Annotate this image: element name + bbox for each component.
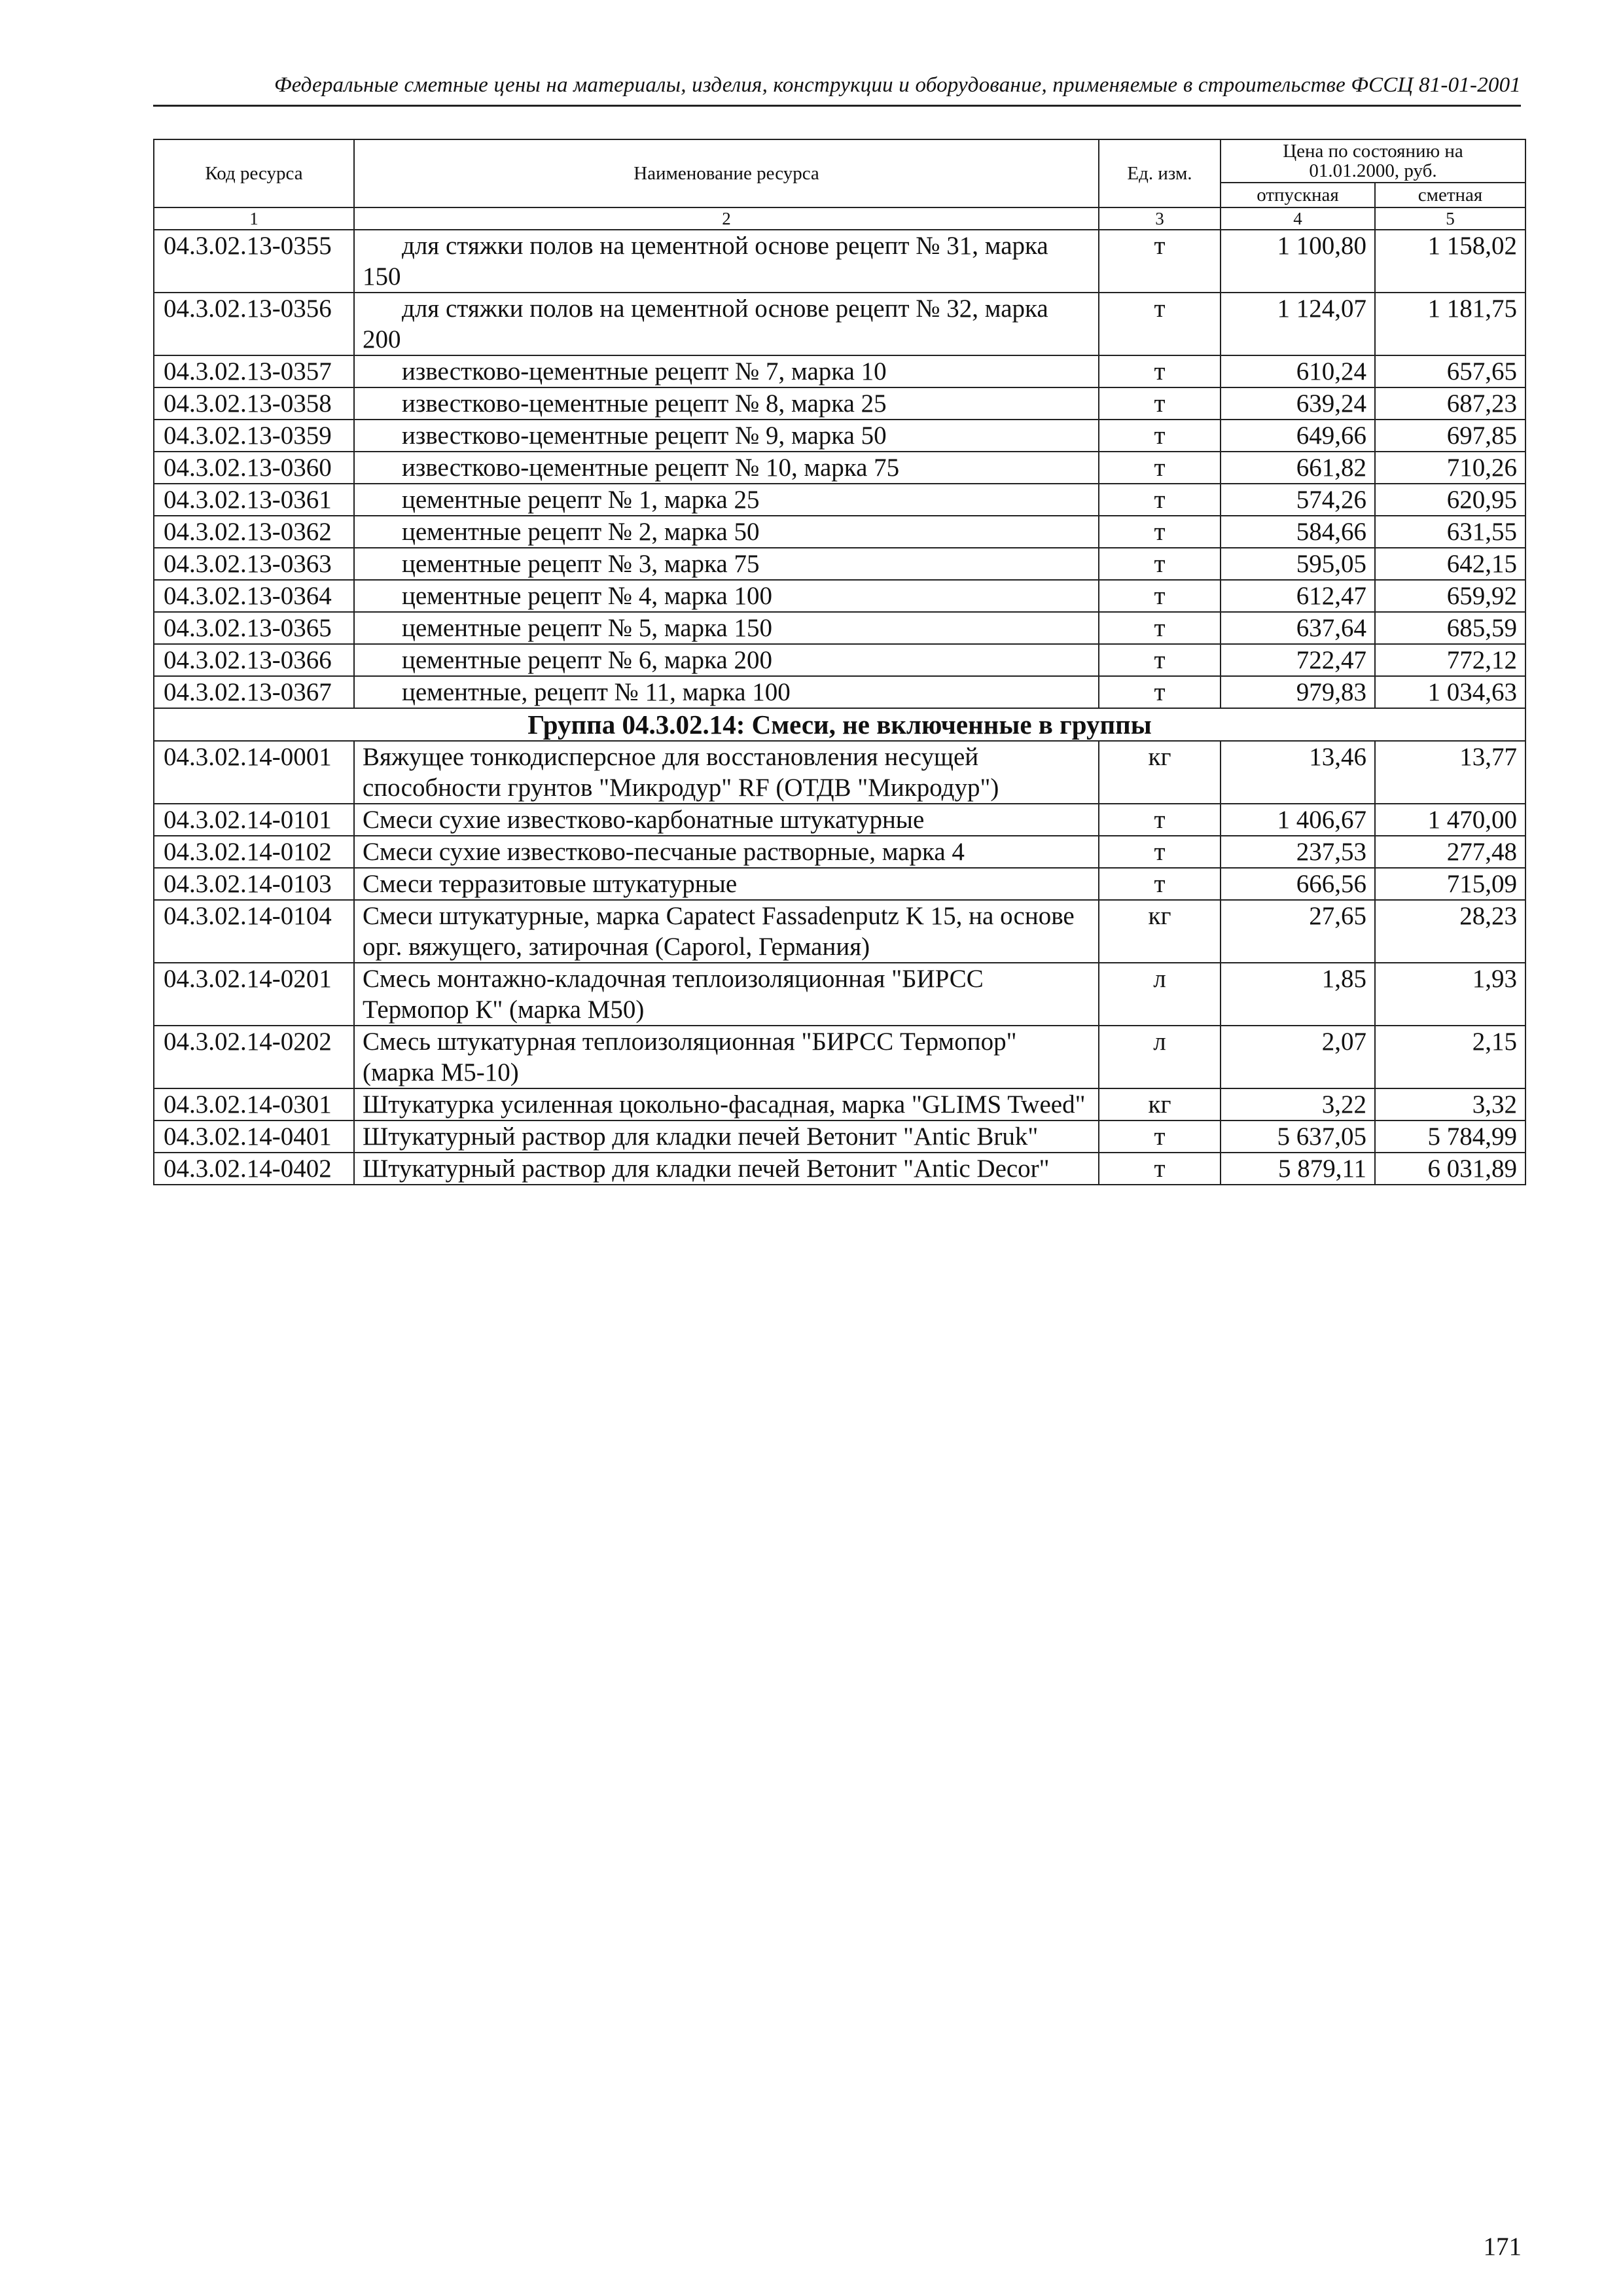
resource-name: Штукатурный раствор для кладки печей Ветонит "Antic Bruk" bbox=[354, 1121, 1099, 1153]
table-row bbox=[154, 1026, 1525, 1088]
release-price: 5 637,05 bbox=[1221, 1121, 1375, 1153]
table-row bbox=[154, 836, 1525, 868]
estimate-price: 13,77 bbox=[1375, 741, 1525, 804]
estimate-price: 715,09 bbox=[1375, 868, 1525, 900]
estimate-price: 1 181,75 bbox=[1375, 293, 1525, 355]
resource-name bbox=[354, 484, 1099, 516]
table-row bbox=[154, 963, 1525, 1026]
resource-name bbox=[354, 452, 1099, 484]
resource-name bbox=[354, 580, 1099, 612]
resource-name bbox=[354, 230, 1099, 293]
resource-code: 04.3.02.13-0357 bbox=[154, 355, 354, 387]
resource-code: 04.3.02.14-0301 bbox=[154, 1088, 354, 1121]
resource-unit: л bbox=[1099, 963, 1221, 1026]
page-number: 171 bbox=[1483, 2233, 1522, 2261]
estimate-price: 28,23 bbox=[1375, 900, 1525, 963]
resource-name bbox=[354, 293, 1099, 355]
resource-unit: т bbox=[1099, 484, 1221, 516]
estimate-price: 1 470,00 bbox=[1375, 804, 1525, 836]
resource-name-text: известково-цементные рецепт № 10, марка 75 bbox=[402, 454, 900, 482]
resource-unit: т bbox=[1099, 676, 1221, 708]
col-header-estimate: сметная bbox=[1375, 183, 1525, 207]
col-number: 1 bbox=[154, 207, 354, 230]
release-price: 574,26 bbox=[1221, 484, 1375, 516]
release-price: 1 406,67 bbox=[1221, 804, 1375, 836]
resource-name: Штукатурный раствор для кладки печей Ветонит "Antic Decor" bbox=[354, 1153, 1099, 1185]
price-table bbox=[153, 139, 1526, 1185]
release-price: 584,66 bbox=[1221, 516, 1375, 548]
col-number: 5 bbox=[1375, 207, 1525, 230]
release-price: 649,66 bbox=[1221, 420, 1375, 452]
resource-code: 04.3.02.13-0367 bbox=[154, 676, 354, 708]
resource-code: 04.3.02.14-0001 bbox=[154, 741, 354, 804]
resource-code: 04.3.02.13-0356 bbox=[154, 293, 354, 355]
resource-name-text: цементные, рецепт № 11, марка 100 bbox=[402, 678, 791, 706]
resource-name-text: цементные рецепт № 2, марка 50 bbox=[402, 518, 760, 546]
release-price: 1 100,80 bbox=[1221, 230, 1375, 293]
release-price: 5 879,11 bbox=[1221, 1153, 1375, 1185]
table-row bbox=[154, 804, 1525, 836]
release-price: 610,24 bbox=[1221, 355, 1375, 387]
resource-name-text: для стяжки полов на цементной основе рецепт № 31, марка 150 bbox=[363, 232, 1048, 291]
resource-code: 04.3.02.14-0101 bbox=[154, 804, 354, 836]
resource-name: Смесь штукатурная теплоизоляционная "БИРСС Термопор" (марка М5-10) bbox=[354, 1026, 1099, 1088]
resource-unit: кг bbox=[1099, 900, 1221, 963]
release-price: 13,46 bbox=[1221, 741, 1375, 804]
table-row bbox=[154, 484, 1525, 516]
estimate-price: 631,55 bbox=[1375, 516, 1525, 548]
col-header-unit: Ед. изм. bbox=[1099, 139, 1221, 207]
table-row bbox=[154, 516, 1525, 548]
estimate-price: 659,92 bbox=[1375, 580, 1525, 612]
table-row bbox=[154, 644, 1525, 676]
group-title: Группа 04.3.02.14: Смеси, не включенные в группы bbox=[154, 708, 1525, 741]
col-number: 4 bbox=[1221, 207, 1375, 230]
estimate-price: 1 158,02 bbox=[1375, 230, 1525, 293]
resource-name-text: цементные рецепт № 5, марка 150 bbox=[402, 614, 772, 642]
release-price: 979,83 bbox=[1221, 676, 1375, 708]
estimate-price: 6 031,89 bbox=[1375, 1153, 1525, 1185]
resource-unit: т bbox=[1099, 355, 1221, 387]
running-header bbox=[153, 65, 1521, 107]
resource-name bbox=[354, 676, 1099, 708]
resource-code: 04.3.02.13-0358 bbox=[154, 387, 354, 420]
resource-code: 04.3.02.14-0102 bbox=[154, 836, 354, 868]
resource-name: Штукатурка усиленная цокольно-фасадная, марка "GLIMS Tweed" bbox=[354, 1088, 1099, 1121]
resource-code: 04.3.02.13-0360 bbox=[154, 452, 354, 484]
resource-unit: т bbox=[1099, 387, 1221, 420]
col-header-code: Код ресурса bbox=[154, 139, 354, 207]
group-row bbox=[154, 708, 1525, 741]
col-number: 3 bbox=[1099, 207, 1221, 230]
running-header-title: Федеральные сметные цены на материалы, изделия, конструкции и оборудование, применяемые в строительстве ФССЦ 81-01-2001 bbox=[274, 73, 1521, 97]
table-row bbox=[154, 230, 1525, 293]
estimate-price: 1 034,63 bbox=[1375, 676, 1525, 708]
resource-name bbox=[354, 516, 1099, 548]
release-price: 637,64 bbox=[1221, 612, 1375, 644]
resource-name-text: для стяжки полов на цементной основе рецепт № 32, марка 200 bbox=[363, 295, 1048, 353]
resource-unit: т bbox=[1099, 548, 1221, 580]
resource-unit: т bbox=[1099, 836, 1221, 868]
table-row bbox=[154, 355, 1525, 387]
resource-name: Смеси штукатурные, марка Capatect Fassadenputz K 15, на основе орг. вяжущего, затирочная (Caporol, Германия) bbox=[354, 900, 1099, 963]
resource-name-text: цементные рецепт № 4, марка 100 bbox=[402, 582, 772, 610]
estimate-price: 697,85 bbox=[1375, 420, 1525, 452]
resource-code: 04.3.02.13-0361 bbox=[154, 484, 354, 516]
release-price: 1 124,07 bbox=[1221, 293, 1375, 355]
resource-name bbox=[354, 387, 1099, 420]
col-header-release: отпускная bbox=[1221, 183, 1375, 207]
resource-unit: т bbox=[1099, 1121, 1221, 1153]
resource-unit: т bbox=[1099, 580, 1221, 612]
table-row bbox=[154, 1121, 1525, 1153]
resource-name-text: цементные рецепт № 6, марка 200 bbox=[402, 646, 772, 674]
release-price: 1,85 bbox=[1221, 963, 1375, 1026]
release-price: 722,47 bbox=[1221, 644, 1375, 676]
release-price: 2,07 bbox=[1221, 1026, 1375, 1088]
table-row bbox=[154, 387, 1525, 420]
release-price: 237,53 bbox=[1221, 836, 1375, 868]
col-header-name: Наименование ресурса bbox=[354, 139, 1099, 207]
resource-code: 04.3.02.13-0364 bbox=[154, 580, 354, 612]
resource-unit: т bbox=[1099, 612, 1221, 644]
resource-unit: т bbox=[1099, 868, 1221, 900]
release-price: 3,22 bbox=[1221, 1088, 1375, 1121]
resource-code: 04.3.02.13-0363 bbox=[154, 548, 354, 580]
estimate-price: 685,59 bbox=[1375, 612, 1525, 644]
resource-code: 04.3.02.14-0103 bbox=[154, 868, 354, 900]
resource-unit: т bbox=[1099, 1153, 1221, 1185]
resource-name-text: известково-цементные рецепт № 8, марка 25 bbox=[402, 389, 887, 418]
resource-name-text: цементные рецепт № 1, марка 25 bbox=[402, 486, 760, 514]
resource-name bbox=[354, 355, 1099, 387]
resource-name: Смеси сухие известково-карбонатные штукатурные bbox=[354, 804, 1099, 836]
estimate-price: 620,95 bbox=[1375, 484, 1525, 516]
resource-name: Смесь монтажно-кладочная теплоизоляционная "БИРСС Термопор К" (марка М50) bbox=[354, 963, 1099, 1026]
table-row bbox=[154, 676, 1525, 708]
resource-code: 04.3.02.13-0362 bbox=[154, 516, 354, 548]
resource-name: Смеси терразитовые штукатурные bbox=[354, 868, 1099, 900]
table-row bbox=[154, 548, 1525, 580]
resource-code: 04.3.02.13-0366 bbox=[154, 644, 354, 676]
resource-name-text: цементные рецепт № 3, марка 75 bbox=[402, 550, 760, 578]
resource-code: 04.3.02.14-0201 bbox=[154, 963, 354, 1026]
table-row bbox=[154, 452, 1525, 484]
resource-unit: т bbox=[1099, 804, 1221, 836]
estimate-price: 1,93 bbox=[1375, 963, 1525, 1026]
resource-name: Смеси сухие известково-песчаные растворные, марка 4 bbox=[354, 836, 1099, 868]
resource-code: 04.3.02.14-0402 bbox=[154, 1153, 354, 1185]
release-price: 27,65 bbox=[1221, 900, 1375, 963]
release-price: 639,24 bbox=[1221, 387, 1375, 420]
resource-unit: кг bbox=[1099, 741, 1221, 804]
resource-unit: т bbox=[1099, 293, 1221, 355]
resource-code: 04.3.02.14-0202 bbox=[154, 1026, 354, 1088]
table-row bbox=[154, 580, 1525, 612]
resource-unit: т bbox=[1099, 516, 1221, 548]
table-row bbox=[154, 612, 1525, 644]
estimate-price: 642,15 bbox=[1375, 548, 1525, 580]
resource-unit: кг bbox=[1099, 1088, 1221, 1121]
resource-unit: т bbox=[1099, 420, 1221, 452]
resource-unit: л bbox=[1099, 1026, 1221, 1088]
resource-code: 04.3.02.13-0355 bbox=[154, 230, 354, 293]
resource-code: 04.3.02.13-0365 bbox=[154, 612, 354, 644]
estimate-price: 772,12 bbox=[1375, 644, 1525, 676]
table-row bbox=[154, 293, 1525, 355]
table-row bbox=[154, 900, 1525, 963]
estimate-price: 710,26 bbox=[1375, 452, 1525, 484]
release-price: 612,47 bbox=[1221, 580, 1375, 612]
resource-unit: т bbox=[1099, 230, 1221, 293]
resource-code: 04.3.02.13-0359 bbox=[154, 420, 354, 452]
resource-name bbox=[354, 420, 1099, 452]
resource-code: 04.3.02.14-0104 bbox=[154, 900, 354, 963]
resource-name: Вяжущее тонкодисперсное для восстановления несущей способности грунтов "Микродур" RF (ОТДВ "Микродур") bbox=[354, 741, 1099, 804]
release-price: 661,82 bbox=[1221, 452, 1375, 484]
estimate-price: 3,32 bbox=[1375, 1088, 1525, 1121]
resource-name bbox=[354, 548, 1099, 580]
resource-name-text: известково-цементные рецепт № 7, марка 10 bbox=[402, 357, 887, 386]
table-row bbox=[154, 1088, 1525, 1121]
estimate-price: 657,65 bbox=[1375, 355, 1525, 387]
col-header-price-group: Цена по состоянию на 01.01.2000, руб. bbox=[1221, 139, 1525, 183]
estimate-price: 687,23 bbox=[1375, 387, 1525, 420]
release-price: 666,56 bbox=[1221, 868, 1375, 900]
resource-unit: т bbox=[1099, 452, 1221, 484]
table-row bbox=[154, 741, 1525, 804]
resource-name bbox=[354, 612, 1099, 644]
table-row bbox=[154, 420, 1525, 452]
resource-name bbox=[354, 644, 1099, 676]
table-row bbox=[154, 868, 1525, 900]
estimate-price: 277,48 bbox=[1375, 836, 1525, 868]
table-row bbox=[154, 1153, 1525, 1185]
resource-name-text: известково-цементные рецепт № 9, марка 50 bbox=[402, 422, 887, 450]
resource-code: 04.3.02.14-0401 bbox=[154, 1121, 354, 1153]
estimate-price: 5 784,99 bbox=[1375, 1121, 1525, 1153]
col-number: 2 bbox=[354, 207, 1099, 230]
release-price: 595,05 bbox=[1221, 548, 1375, 580]
resource-unit: т bbox=[1099, 644, 1221, 676]
estimate-price: 2,15 bbox=[1375, 1026, 1525, 1088]
